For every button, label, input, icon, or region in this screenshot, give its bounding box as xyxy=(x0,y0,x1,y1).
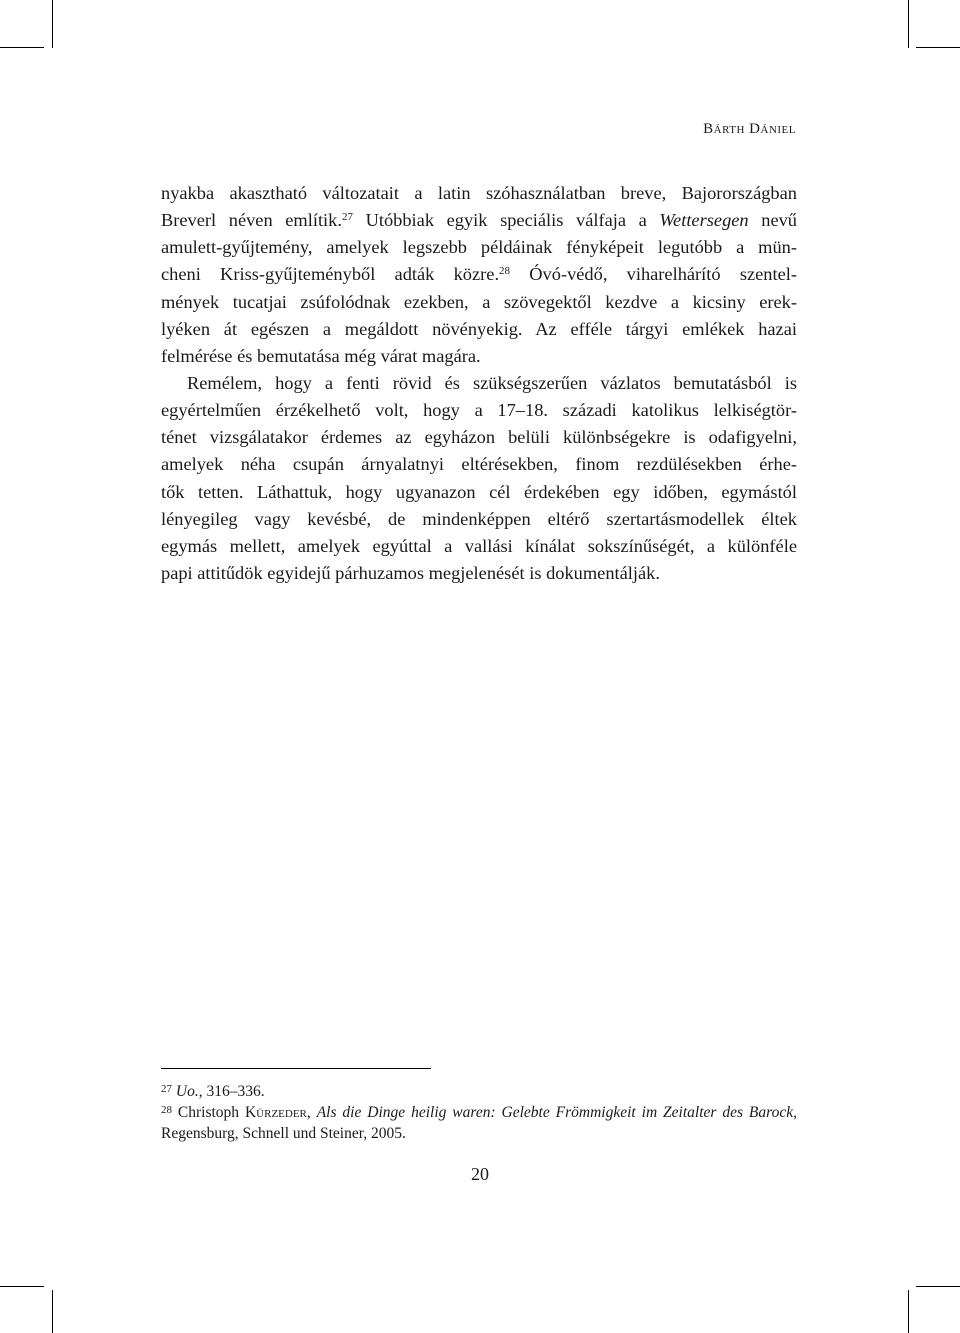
footnote-28-continued: Regensburg, Schnell und Steiner, 2005. xyxy=(161,1125,406,1142)
text-line: ténet vizsgálatakor érdemes az egyházon belüli különbségekre is odafigyelni, xyxy=(161,427,797,448)
body-text xyxy=(161,180,797,587)
crop-mark-bottom-right-h xyxy=(916,1286,960,1287)
footnote-rule xyxy=(161,1068,431,1069)
text-line: lyéken át egészen a megáldott növényekig. Az efféle tárgyi emlékek hazai xyxy=(161,318,797,339)
footnote-28: $^{28}$ Christoph Kürzeder, Als die Dinge heilig waren: Gelebte Frömmigkeit im Zeitalter des Barock, xyxy=(161,1104,797,1121)
footnote-ref-27: 27 xyxy=(341,211,353,224)
crop-mark-bottom-right-v xyxy=(908,1290,909,1333)
crop-mark-top-left-h xyxy=(0,47,44,48)
crop-mark-top-right-v xyxy=(908,0,909,48)
crop-mark-bottom-left-v xyxy=(52,1290,53,1333)
crop-mark-top-right-h xyxy=(916,47,960,48)
text-line: egyértelműen érzékelhető volt, hogy a 17–18. századi katolikus lelkiségtör- xyxy=(161,400,797,421)
text-line: Breverl néven említik.$^{27}$ Utóbbiak egyik speciális válfaja a Wettersegen nevű xyxy=(161,210,797,231)
text-line: felmérése és bemutatása még várat magára. xyxy=(161,345,481,366)
text-line: amulett-gyűjtemény, amelyek legszebb példáinak fényképeit legutóbb a mün- xyxy=(161,237,797,258)
text-line: nyakba akasztható változatait a latin szóhasználatban breve, Bajorországban xyxy=(161,183,797,203)
crop-mark-top-left-v xyxy=(52,0,53,48)
crop-mark-bottom-left-h xyxy=(0,1286,44,1287)
text-line: tők tetten. Láthattuk, hogy ugyanazon cél érdekében egy időben, egymástól xyxy=(161,481,797,502)
running-header-author: Bárth Dániel xyxy=(703,121,796,137)
footnote-ref-28: 28 xyxy=(499,265,511,278)
footnotes xyxy=(161,1081,797,1144)
text-line: egymás mellett, amelyek egyúttal a vallási kínálat sokszínűségét, a különféle xyxy=(161,535,797,556)
footnote-27: $^{27}$ Uo., 316–336. xyxy=(161,1083,265,1100)
text-line: Remélem, hogy a fenti rövid és szükségszerűen vázlatos bemutatásból is xyxy=(187,372,797,393)
text-line: papi attitűdök egyidejű párhuzamos megjelenését is dokumentálják. xyxy=(161,562,660,583)
page-number: 20 xyxy=(471,1164,489,1184)
text-line: mények tucatjai zsúfolódnak ezekben, a szövegektől kezdve a kicsiny erek- xyxy=(161,291,797,312)
text-line: cheni Kriss-gyűjteményből adták közre.$^{28}$ Óvó-védő, viharelhárító szentel- xyxy=(161,264,797,285)
text-line: amelyek néha csupán árnyalatnyi eltérésekben, finom rezdülésekben érhe- xyxy=(161,454,797,475)
text-line: lényegileg vagy kevésbé, de mindenképpen eltérő szertartásmodellek éltek xyxy=(161,508,797,529)
